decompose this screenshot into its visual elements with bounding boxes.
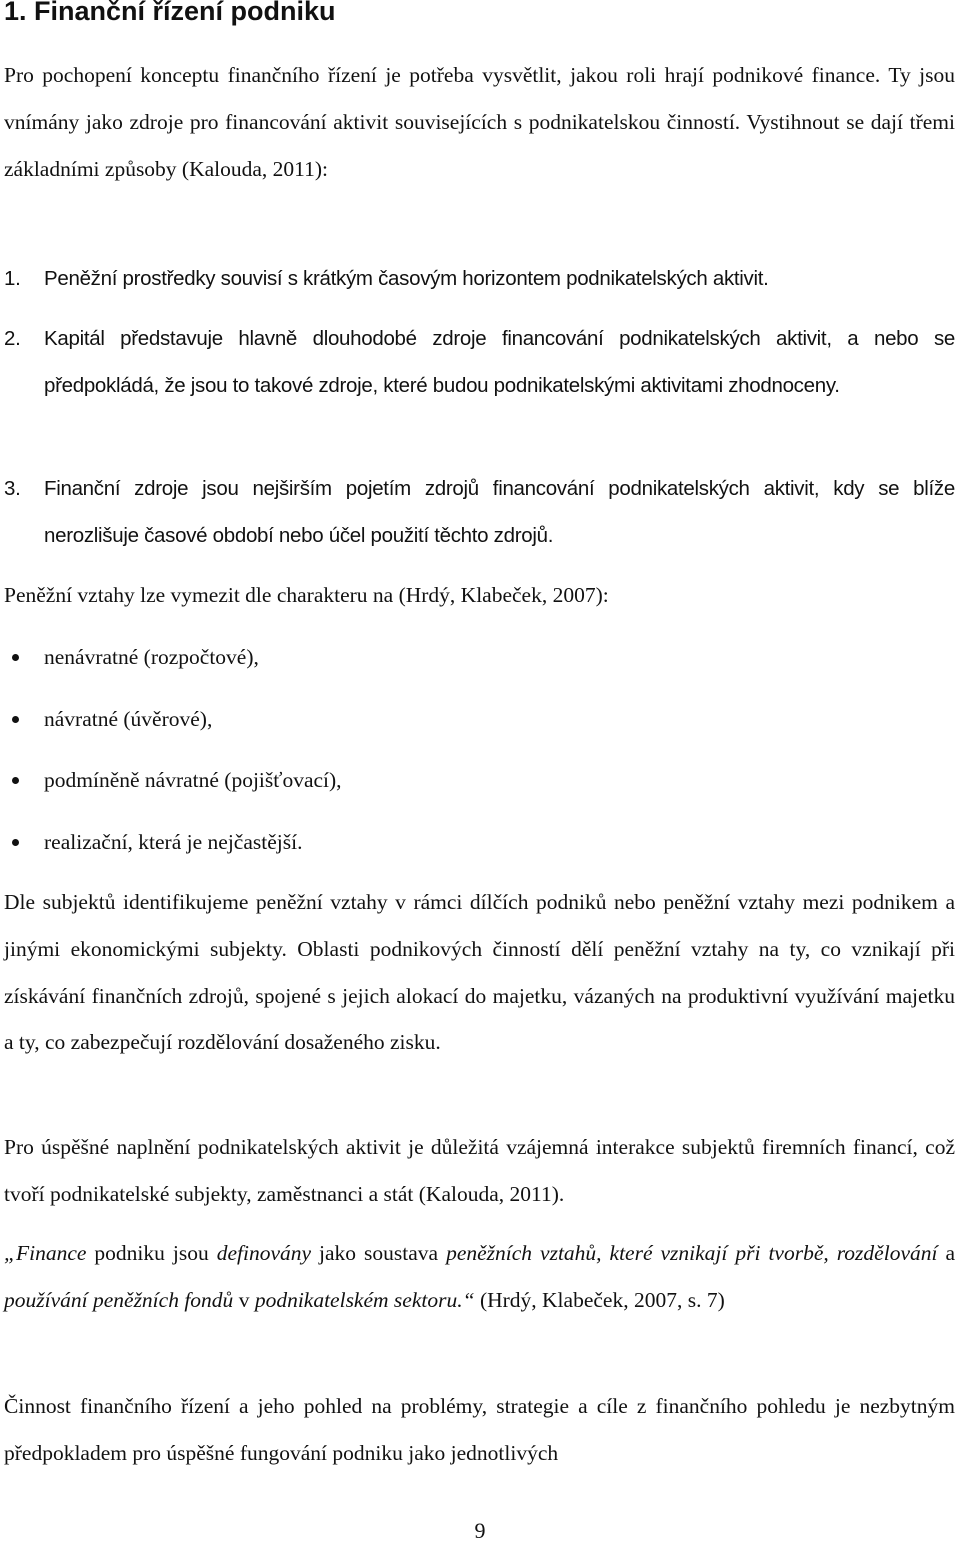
bullet-icon [12, 654, 19, 661]
bullet-text: podmíněně návratné (pojišťovací), [44, 768, 342, 792]
quote-part: a [937, 1241, 956, 1265]
quote-part: definovány [216, 1241, 312, 1265]
bullet-item [4, 634, 259, 681]
subjects-paragraph: Dle subjektů identifikujeme peněžní vztahy v rámci dílčích podniků nebo peněžní vztahy mezi podnikem a jinými ekonomickými subjekty. Oblasti podnikových činností dělí peněžní vztahy na ty, co vznikají při získávání finančních zdrojů, spojené s jejich alokací do majetku, vázaných na produktivní využívání majetku a ty, co zabezpečují rozdělování dosaženého zisku. [4, 890, 955, 1055]
item-text: Kapitál představuje hlavně dlouhodobé zdroje financování podnikatelských aktivit, a nebo se předpokládá, že jsou to takové zdroje, které budou podnikatelskými aktivitami zhodnoceny. [44, 327, 955, 397]
item-number: 3. [4, 477, 21, 500]
bullet-item [4, 757, 342, 804]
bullet-item [4, 696, 212, 743]
bullet-text: realizační, která je nejčastější. [44, 830, 303, 854]
quote-part: v [233, 1287, 255, 1312]
bullet-icon [12, 716, 19, 723]
bullet-text: návratné (úvěrové), [44, 707, 213, 731]
relations-intro: Peněžní vztahy lze vymezit dle charakteru na (Hrdý, Klabeček, 2007): [4, 583, 609, 607]
bullet-text: nenávratné (rozpočtové), [44, 645, 259, 669]
page-number: 9 [474, 1518, 486, 1543]
numbered-item [4, 256, 955, 303]
quote-part: „Finance [4, 1241, 87, 1265]
item-number: 1. [4, 267, 21, 290]
item-text: Finanční zdroje jsou nejširším pojetím zdrojů financování podnikatelských aktivit, kdy se blíže nerozlišuje časové období nebo účel použití těchto zdrojů. [44, 477, 955, 547]
section-heading: 1. Finanční řízení podniku [4, 0, 336, 26]
quote-part: jako soustava [311, 1241, 447, 1265]
bullet-icon [12, 839, 19, 846]
numbered-item [4, 466, 955, 560]
numbered-item [4, 316, 955, 410]
bullet-icon [12, 777, 19, 784]
bullet-item [4, 819, 302, 866]
quote-part: peněžních vztahů, které vznikají při tvorbě, rozdělování [446, 1241, 938, 1265]
quote-part: podnikatelském sektoru.“ [254, 1287, 475, 1312]
closing-paragraph: Činnost finančního řízení a jeho pohled na problémy, strategie a cíle z finančního pohledu je nezbytným předpokladem pro úspěšné fungování podniku jako jednotlivých [4, 1394, 955, 1465]
item-text: Peněžní prostředky souvisí s krátkým časovým horizontem podnikatelských aktivit. [44, 267, 769, 290]
quote-part: podniku jsou [86, 1241, 217, 1265]
quote-part: používání peněžních fondů [4, 1287, 234, 1312]
quote-citation: (Hrdý, Klabeček, 2007, s. 7) [474, 1287, 725, 1312]
item-number: 2. [4, 327, 21, 350]
success-paragraph: Pro úspěšné naplnění podnikatelských aktivit je důležitá vzájemná interakce subjektů firemních financí, což tvoří podnikatelské subjekty, zaměstnanci a stát (Kalouda, 2011). [4, 1135, 955, 1206]
intro-paragraph: Pro pochopení konceptu finančního řízení je potřeba vysvětlit, jakou roli hrají podnikové finance. Ty jsou vnímány jako zdroje pro financování aktivit souvisejících s podnikatelskou činností. Vystihnout se dají třemi základními způsoby (Kalouda, 2011): [4, 63, 955, 181]
definition-quote [4, 1230, 955, 1324]
